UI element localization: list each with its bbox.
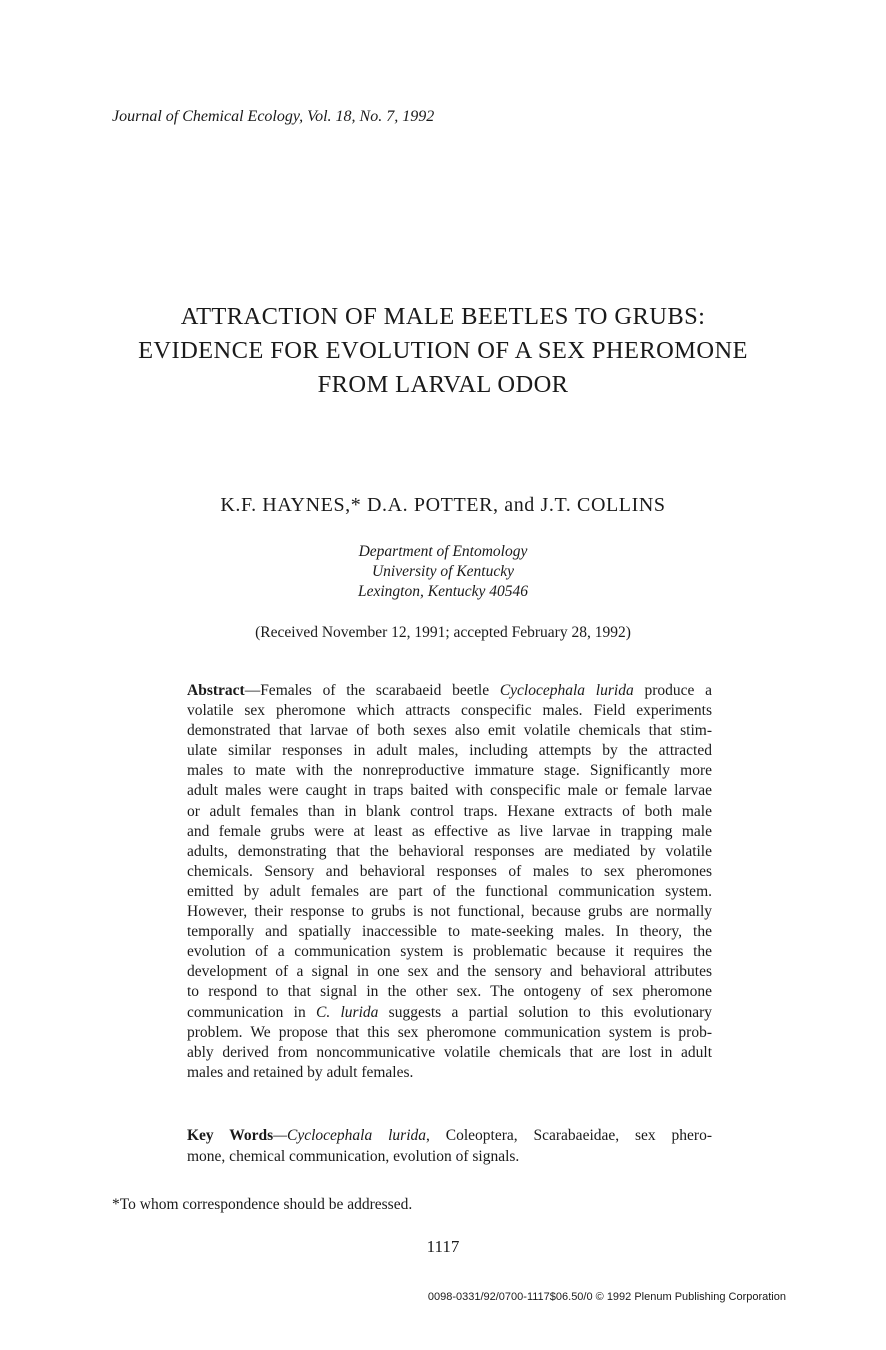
abstract-label: Abstract <box>187 682 245 699</box>
title-line-1: ATTRACTION OF MALE BEETLES TO GRUBS: <box>180 303 706 330</box>
abstract-line: and female grubs were at least as effective as live larvae in trapping male <box>187 822 712 840</box>
received-dates: (Received November 12, 1991; accepted February 28, 1992) <box>255 624 631 641</box>
abstract-line: communication in C. lurida suggests a partial solution to this evolutionary <box>187 1003 712 1021</box>
abstract-line: males to mate with the nonreproductive immature stage. Significantly more <box>187 762 712 780</box>
title-line-2: EVIDENCE FOR EVOLUTION OF A SEX PHEROMONE <box>138 337 748 364</box>
key-words <box>187 1125 712 1167</box>
keywords-line: mone, chemical communication, evolution of signals. <box>187 1148 520 1165</box>
abstract-line: demonstrated that larvae of both sexes also emit volatile chemicals that stim- <box>187 722 712 740</box>
species-name-short: C. lurida <box>316 1003 379 1021</box>
species-name: Cyclocephala lurida <box>499 682 634 699</box>
abstract-line: problem. We propose that this sex pheromone communication system is prob- <box>187 1023 712 1041</box>
abstract-line: ably derived from noncommunicative volatile chemicals that are lost in adult <box>187 1043 712 1061</box>
abstract-line: temporally and spatially inaccessible to mate-seeking males. In theory, the <box>187 923 712 941</box>
affiliation-location: Lexington, Kentucky 40546 <box>357 583 529 600</box>
keywords-line: Key Words—Cyclocephala lurida, Coleoptera, Scarabaeidae, sex phero- <box>187 1127 712 1144</box>
affiliation-department: Department of Entomology <box>358 543 528 560</box>
title-line-3: FROM LARVAL ODOR <box>317 371 569 398</box>
journal-citation: Journal of Chemical Ecology, Vol. 18, No. 7, 1992 <box>112 108 435 125</box>
abstract-line: adult males were caught in traps baited with conspecific male or female larvae <box>187 782 712 800</box>
page-number: 1117 <box>426 1237 460 1256</box>
abstract-line: or adult females than in blank control traps. Hexane extracts of both male <box>187 802 712 820</box>
article-title <box>60 300 826 402</box>
abstract <box>187 681 712 1083</box>
abstract-line: adults, demonstrating that the behavioral responses are mediated by volatile <box>187 842 712 860</box>
abstract-line: Abstract—Females of the scarabaeid beetle Cyclocephala lurida produce a <box>187 682 712 699</box>
abstract-line: evolution of a communication system is problematic because it requires the <box>187 943 712 961</box>
affiliation <box>0 542 886 602</box>
footnote: *To whom correspondence should be addressed. <box>112 1196 413 1213</box>
abstract-line: males and retained by adult females. <box>187 1063 414 1081</box>
author-list: K.F. HAYNES,* D.A. POTTER, and J.T. COLLINS <box>220 494 666 516</box>
keyword-species: Cyclocephala lurida <box>287 1127 427 1144</box>
keywords-label: Key Words <box>187 1127 274 1144</box>
abstract-line: development of a signal in one sex and the sensory and behavioral attributes <box>187 963 712 981</box>
abstract-line: volatile sex pheromone which attracts conspecific males. Field experiments <box>187 702 712 720</box>
abstract-line: However, their response to grubs is not functional, because grubs are normally <box>187 903 712 921</box>
copyright-line: 0098-0331/92/0700-1117$06.50/0 © 1992 Plenum Publishing Corporation <box>427 1291 786 1303</box>
abstract-line: emitted by adult females are part of the functional communication system. <box>187 882 712 900</box>
abstract-line: chemicals. Sensory and behavioral responses of males to sex pheromones <box>187 862 712 880</box>
abstract-line: to respond to that signal in the other sex. The ontogeny of sex pheromone <box>187 983 712 1001</box>
abstract-line: ulate similar responses in adult males, including attempts by the attracted <box>187 742 712 760</box>
affiliation-university: University of Kentucky <box>371 563 515 580</box>
